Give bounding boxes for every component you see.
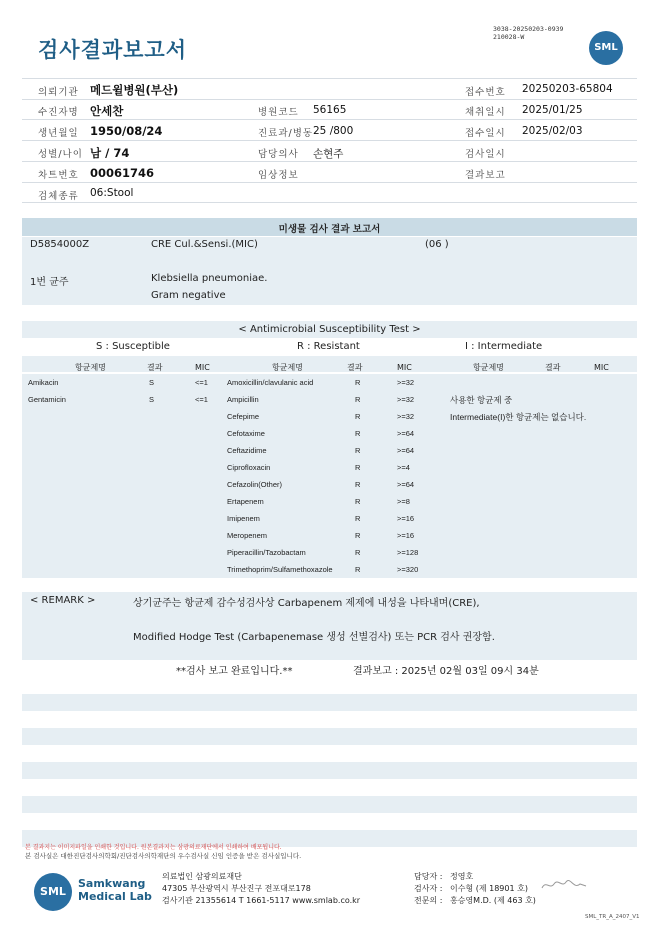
col-result-header: 결과 xyxy=(347,363,363,372)
band xyxy=(22,796,637,813)
company-name-line-1: Samkwang xyxy=(78,877,146,890)
col-mic-header: MIC xyxy=(195,363,210,372)
remark-label: < REMARK > xyxy=(30,595,96,606)
susceptibility-result: R xyxy=(355,412,361,421)
receipt-date-label: 접수일시 xyxy=(465,128,506,139)
legend-resistant: R : Resistant xyxy=(297,341,360,352)
hosp-code-value: 56165 xyxy=(313,104,347,116)
dob-value: 1950/08/24 xyxy=(90,124,163,138)
band xyxy=(22,271,637,288)
divider xyxy=(22,119,637,120)
doctor-value: 손현주 xyxy=(313,148,344,160)
susceptibility-result: S xyxy=(149,378,155,387)
band xyxy=(22,694,637,711)
name-label: 수진자명 xyxy=(38,107,79,118)
col-mic-header: MIC xyxy=(397,363,412,372)
gram-stain: Gram negative xyxy=(151,290,226,301)
intermediate-note-2: Intermediate(I)한 항균제는 없습니다. xyxy=(450,412,587,422)
drug-name: Piperacillin/Tazobactam xyxy=(227,548,306,557)
drug-name: Cefepime xyxy=(227,412,260,421)
susceptibility-result: R xyxy=(355,446,361,455)
susceptibility-result: R xyxy=(355,514,361,523)
name-value: 안세찬 xyxy=(90,104,124,118)
divider xyxy=(22,161,637,162)
susceptibility-result: R xyxy=(355,497,361,506)
drug-name: Cefotaxime xyxy=(227,429,265,438)
susceptibility-result: R xyxy=(355,531,361,540)
organism-name: Klebsiella pneumoniae. xyxy=(151,273,268,284)
mic-value: >=4 xyxy=(397,463,410,472)
divider xyxy=(22,140,637,141)
col-drug-header: 항균제명 xyxy=(272,363,303,372)
table-row xyxy=(22,476,637,493)
chart-value: 00061746 xyxy=(90,166,155,180)
table-row xyxy=(22,459,637,476)
col-result-header: 결과 xyxy=(545,363,561,372)
ast-title: < Antimicrobial Susceptibility Test > xyxy=(238,324,421,335)
test-date-label: 검사일시 xyxy=(465,149,506,160)
table-row xyxy=(22,374,637,391)
col-result-header: 결과 xyxy=(147,363,163,372)
test-code: D5854000Z xyxy=(30,239,90,250)
drug-name: Amikacin xyxy=(28,378,59,387)
form-code: SML_TR_A_2407_V1 xyxy=(585,914,640,920)
mic-value: >=32 xyxy=(397,378,415,387)
mic-value: >=16 xyxy=(397,531,415,540)
staff-value-3: 홍승영M.D. (제 463 호) xyxy=(450,896,536,905)
drug-name: Ciprofloxacin xyxy=(227,463,271,472)
mic-value: >=64 xyxy=(397,446,415,455)
hospital-label: 의뢰기관 xyxy=(38,87,79,98)
company-name-kr: 의료법인 삼광의료재단 xyxy=(162,872,242,881)
section-title: 미생물 검사 결과 보고서 xyxy=(278,224,381,235)
staff-label-1: 담당자 : xyxy=(414,872,443,881)
drug-name: Cefazolin(Other) xyxy=(227,480,283,489)
drug-name: Trimethoprim/Sulfamethoxazole xyxy=(227,565,333,574)
susceptibility-result: R xyxy=(355,395,361,404)
divider xyxy=(22,182,637,183)
band xyxy=(22,643,637,660)
specimen-value: 06:Stool xyxy=(90,187,134,199)
dept-label: 진료과/병동 xyxy=(258,128,314,139)
staff-label-2: 검사자 : xyxy=(414,884,443,893)
susceptibility-result: S xyxy=(149,395,155,404)
collect-date-label: 채취일시 xyxy=(465,107,506,118)
drug-name: Ertapenem xyxy=(227,497,264,506)
mic-value: >=32 xyxy=(397,412,415,421)
drug-name: Ceftazidime xyxy=(227,446,267,455)
code-line-2: 210028-W xyxy=(493,33,525,41)
col-drug-header: 항균제명 xyxy=(473,363,504,372)
drug-name: Meropenem xyxy=(227,531,268,540)
drug-name: Amoxicillin/clavulanic acid xyxy=(227,378,314,387)
staff-label-3: 전문의 : xyxy=(414,896,443,905)
dob-label: 생년월일 xyxy=(38,128,79,139)
test-name: CRE Cul.&Sensi.(MIC) xyxy=(151,239,258,250)
mic-value: >=16 xyxy=(397,514,415,523)
remark-line-1: 상기균주는 항균제 감수성검사상 Carbapenem 제제에 내성을 나타내며(CRE), xyxy=(133,598,480,609)
band xyxy=(22,237,637,254)
band xyxy=(22,254,637,271)
company-address: 47305 부산광역시 부산진구 전포대로178 xyxy=(162,884,311,893)
table-row xyxy=(22,425,637,442)
hospital-value: 메드윌병원(부산) xyxy=(90,83,179,97)
code-line-1: 3038-20250203-0939 xyxy=(493,25,564,33)
report-time: 결과보고 : 2025년 02월 03일 09시 34분 xyxy=(353,666,539,677)
signature-image xyxy=(540,878,588,892)
mic-value: >=64 xyxy=(397,480,415,489)
susceptibility-result: R xyxy=(355,429,361,438)
divider xyxy=(22,99,637,100)
band xyxy=(22,728,637,745)
hosp-code-label: 병원코드 xyxy=(258,107,299,118)
susceptibility-result: R xyxy=(355,548,361,557)
dept-value: 25 /800 xyxy=(313,125,354,137)
table-row xyxy=(22,442,637,459)
strain-label: 1번 균주 xyxy=(30,277,69,288)
staff-value-2: 이수형 (제 18901 호) xyxy=(450,884,528,893)
clinical-label: 임상정보 xyxy=(258,170,299,181)
divider xyxy=(22,78,637,79)
table-row xyxy=(22,527,637,544)
company-logo: SML xyxy=(34,873,72,911)
mic-value: <=1 xyxy=(195,378,208,387)
table-row xyxy=(22,510,637,527)
company-name-line-2: Medical Lab xyxy=(78,890,152,903)
result-report-label: 결과보고 xyxy=(465,170,506,181)
legend-susceptible: S : Susceptible xyxy=(96,341,170,352)
drug-name: Imipenem xyxy=(227,514,260,523)
remark-line-2: Modified Hodge Test (Carbapenemase 생성 선별검사) 또는 PCR 검사 권장함. xyxy=(133,632,495,643)
susceptibility-result: R xyxy=(355,565,361,574)
company-contact: 검사기관 21355614 T 1661-5117 www.smlab.co.kr xyxy=(162,896,361,905)
page-title: 검사결과보고서 xyxy=(38,38,188,62)
sex-age-value: 남 / 74 xyxy=(90,146,130,160)
collect-date-value: 2025/01/25 xyxy=(522,104,583,116)
copy-notice: 본 결과지는 이미지파일을 인쇄한 것입니다. 원본결과지는 삼광의료재단에서 인쇄하여 배포됩니다. xyxy=(25,844,282,851)
certification-notice: 본 검사실은 대한진단검사의학회/진단검사의학재단의 우수검사실 신임 인증을 받은 검사실입니다. xyxy=(25,852,302,860)
mic-value: >=320 xyxy=(397,565,419,574)
mic-value: <=1 xyxy=(195,395,208,404)
chart-label: 차트번호 xyxy=(38,170,79,181)
drug-name: Ampicillin xyxy=(227,395,259,404)
table-row xyxy=(22,391,637,408)
col-drug-header: 항균제명 xyxy=(75,363,106,372)
col-mic-header: MIC xyxy=(594,363,609,372)
staff-value-1: 정영호 xyxy=(450,872,474,881)
legend-intermediate: I : Intermediate xyxy=(465,341,543,352)
susceptibility-result: R xyxy=(355,480,361,489)
divider xyxy=(22,202,637,203)
band xyxy=(22,609,637,626)
susceptibility-result: R xyxy=(355,378,361,387)
receipt-no-label: 접수번호 xyxy=(465,87,506,98)
susceptibility-result: R xyxy=(355,463,361,472)
mic-value: >=32 xyxy=(397,395,415,404)
drug-name: Gentamicin xyxy=(28,395,66,404)
specimen-label: 검체종류 xyxy=(38,191,79,202)
test-number: (06 ) xyxy=(425,239,449,250)
company-name-en xyxy=(78,877,152,903)
receipt-no-value: 20250203-65804 xyxy=(522,83,613,95)
doctor-label: 담당의사 xyxy=(258,149,299,160)
report-complete: **검사 보고 완료입니다.** xyxy=(176,666,293,677)
mic-value: >=128 xyxy=(397,548,419,557)
band xyxy=(22,288,637,305)
table-row xyxy=(22,493,637,510)
sex-age-label: 성별/나이 xyxy=(38,149,83,160)
receipt-date-value: 2025/02/03 xyxy=(522,125,583,137)
mic-value: >=64 xyxy=(397,429,415,438)
mic-value: >=8 xyxy=(397,497,410,506)
band xyxy=(22,762,637,779)
intermediate-note-1: 사용한 항균제 중 xyxy=(450,395,513,405)
table-row xyxy=(22,544,637,561)
sml-logo: SML xyxy=(589,31,623,65)
document-code xyxy=(493,25,563,41)
